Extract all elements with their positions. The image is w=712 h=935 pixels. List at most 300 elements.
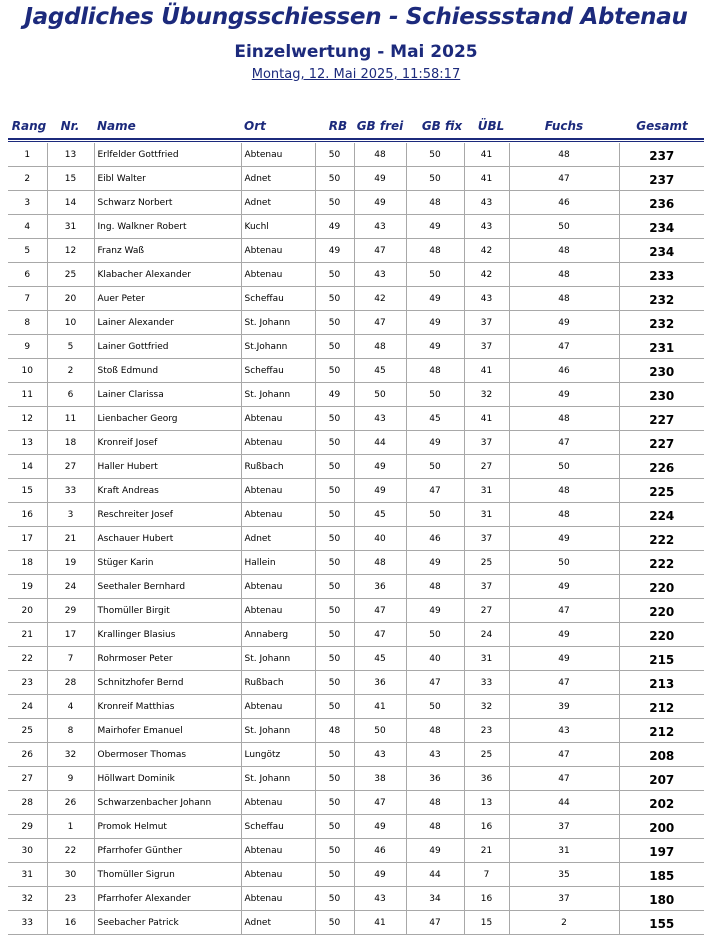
- cell-fuchs: 37: [509, 887, 619, 911]
- cell-gesamt: 224: [619, 503, 704, 527]
- cell-name: Lainer Alexander: [94, 311, 241, 335]
- cell-rb: 50: [315, 167, 354, 191]
- cell-rb: 50: [315, 431, 354, 455]
- cell-gb-fix: 43: [406, 743, 464, 767]
- cell-gb-fix: 47: [406, 671, 464, 695]
- cell-gesamt: 220: [619, 575, 704, 599]
- table-row: [8, 407, 704, 431]
- cell-fuchs: 47: [509, 743, 619, 767]
- cell-rang: 2: [8, 167, 47, 191]
- cell-rb: 50: [315, 311, 354, 335]
- table-row: [8, 551, 704, 575]
- cell-uebl: 31: [464, 479, 509, 503]
- page-subtitle: Einzelwertung - Mai 2025: [234, 42, 478, 62]
- cell-gesamt: 197: [619, 839, 704, 863]
- cell-ort: Rußbach: [241, 671, 315, 695]
- cell-gb-frei: 43: [354, 743, 406, 767]
- cell-rb: 49: [315, 383, 354, 407]
- cell-ort: Abtenau: [241, 479, 315, 503]
- cell-nr: 17: [47, 623, 94, 647]
- cell-uebl: 41: [464, 167, 509, 191]
- header-ort: Ort: [244, 119, 266, 133]
- table-row: [8, 791, 704, 815]
- header-gb-frei: GB frei: [356, 119, 404, 133]
- cell-gesamt: 233: [619, 263, 704, 287]
- cell-ort: Abtenau: [241, 239, 315, 263]
- cell-uebl: 37: [464, 575, 509, 599]
- cell-rang: 8: [8, 311, 47, 335]
- cell-fuchs: 49: [509, 623, 619, 647]
- table-row: [8, 359, 704, 383]
- cell-gb-frei: 43: [354, 407, 406, 431]
- cell-gesamt: 222: [619, 551, 704, 575]
- cell-rb: 48: [315, 719, 354, 743]
- cell-fuchs: 43: [509, 719, 619, 743]
- cell-ort: Scheffau: [241, 359, 315, 383]
- cell-gb-fix: 48: [406, 719, 464, 743]
- cell-gb-fix: 50: [406, 383, 464, 407]
- cell-gb-frei: 40: [354, 527, 406, 551]
- cell-fuchs: 44: [509, 791, 619, 815]
- table-row: [8, 191, 704, 215]
- cell-rang: 30: [8, 839, 47, 863]
- cell-ort: Abtenau: [241, 791, 315, 815]
- cell-name: Lainer Gottfried: [94, 335, 241, 359]
- cell-rb: 50: [315, 287, 354, 311]
- cell-name: Reschreiter Josef: [94, 503, 241, 527]
- cell-gesamt: 230: [619, 359, 704, 383]
- cell-gb-frei: 45: [354, 647, 406, 671]
- cell-nr: 3: [47, 503, 94, 527]
- cell-uebl: 32: [464, 383, 509, 407]
- header-rule-thick: [8, 138, 704, 140]
- cell-gb-fix: 49: [406, 839, 464, 863]
- cell-ort: Adnet: [241, 167, 315, 191]
- cell-gb-fix: 48: [406, 359, 464, 383]
- cell-rb: 50: [315, 335, 354, 359]
- cell-fuchs: 49: [509, 647, 619, 671]
- cell-ort: Hallein: [241, 551, 315, 575]
- cell-rang: 7: [8, 287, 47, 311]
- cell-rb: 50: [315, 695, 354, 719]
- cell-uebl: 31: [464, 503, 509, 527]
- cell-gb-frei: 41: [354, 911, 406, 935]
- cell-nr: 9: [47, 767, 94, 791]
- cell-gesamt: 237: [619, 143, 704, 167]
- cell-gb-frei: 45: [354, 503, 406, 527]
- cell-ort: Abtenau: [241, 503, 315, 527]
- cell-name: Kronreif Josef: [94, 431, 241, 455]
- table-row: [8, 143, 704, 167]
- cell-nr: 13: [47, 143, 94, 167]
- cell-fuchs: 2: [509, 911, 619, 935]
- cell-rb: 50: [315, 887, 354, 911]
- cell-gesamt: 202: [619, 791, 704, 815]
- cell-rb: 50: [315, 551, 354, 575]
- cell-gesamt: 237: [619, 167, 704, 191]
- cell-uebl: 25: [464, 551, 509, 575]
- cell-ort: Abtenau: [241, 431, 315, 455]
- cell-name: Lienbacher Georg: [94, 407, 241, 431]
- cell-name: Franz Waß: [94, 239, 241, 263]
- cell-gb-fix: 47: [406, 911, 464, 935]
- cell-gb-frei: 36: [354, 575, 406, 599]
- cell-name: Auer Peter: [94, 287, 241, 311]
- cell-uebl: 16: [464, 815, 509, 839]
- cell-gesamt: 227: [619, 407, 704, 431]
- cell-uebl: 21: [464, 839, 509, 863]
- cell-gesamt: 220: [619, 599, 704, 623]
- cell-rb: 50: [315, 839, 354, 863]
- cell-gb-fix: 50: [406, 143, 464, 167]
- table-row: [8, 263, 704, 287]
- cell-name: Seethaler Bernhard: [94, 575, 241, 599]
- cell-uebl: 43: [464, 287, 509, 311]
- cell-gb-frei: 50: [354, 719, 406, 743]
- cell-nr: 19: [47, 551, 94, 575]
- table-row: [8, 911, 704, 935]
- cell-fuchs: 50: [509, 551, 619, 575]
- cell-nr: 11: [47, 407, 94, 431]
- cell-rang: 22: [8, 647, 47, 671]
- header-gesamt: Gesamt: [636, 119, 688, 133]
- cell-fuchs: 48: [509, 143, 619, 167]
- cell-ort: St. Johann: [241, 719, 315, 743]
- cell-rang: 29: [8, 815, 47, 839]
- cell-gb-frei: 49: [354, 815, 406, 839]
- table-row: [8, 431, 704, 455]
- cell-nr: 1: [47, 815, 94, 839]
- cell-uebl: 37: [464, 431, 509, 455]
- cell-rang: 20: [8, 599, 47, 623]
- header-name: Name: [97, 119, 136, 133]
- cell-nr: 14: [47, 191, 94, 215]
- cell-nr: 28: [47, 671, 94, 695]
- cell-fuchs: 48: [509, 287, 619, 311]
- cell-uebl: 37: [464, 311, 509, 335]
- cell-fuchs: 48: [509, 239, 619, 263]
- cell-rang: 19: [8, 575, 47, 599]
- cell-uebl: 31: [464, 647, 509, 671]
- table-row: [8, 335, 704, 359]
- cell-fuchs: 37: [509, 815, 619, 839]
- cell-name: Krallinger Blasius: [94, 623, 241, 647]
- cell-gb-frei: 42: [354, 287, 406, 311]
- cell-uebl: 36: [464, 767, 509, 791]
- cell-fuchs: 49: [509, 383, 619, 407]
- cell-rb: 50: [315, 503, 354, 527]
- cell-gb-frei: 48: [354, 143, 406, 167]
- cell-gesamt: 230: [619, 383, 704, 407]
- cell-gesamt: 212: [619, 719, 704, 743]
- cell-rang: 5: [8, 239, 47, 263]
- cell-fuchs: 48: [509, 479, 619, 503]
- cell-rang: 4: [8, 215, 47, 239]
- cell-name: Thomüller Sigrun: [94, 863, 241, 887]
- cell-gesamt: 232: [619, 287, 704, 311]
- cell-nr: 23: [47, 887, 94, 911]
- cell-ort: Adnet: [241, 911, 315, 935]
- cell-rb: 50: [315, 911, 354, 935]
- cell-fuchs: 49: [509, 575, 619, 599]
- cell-name: Eibl Walter: [94, 167, 241, 191]
- cell-uebl: 27: [464, 455, 509, 479]
- page-title: Jagdliches Übungsschiessen - Schiessstand Abtenau: [24, 4, 688, 30]
- cell-rang: 32: [8, 887, 47, 911]
- cell-gb-frei: 49: [354, 863, 406, 887]
- cell-gb-frei: 38: [354, 767, 406, 791]
- cell-gb-fix: 45: [406, 407, 464, 431]
- cell-fuchs: 47: [509, 767, 619, 791]
- header-uebl: ÜBL: [477, 119, 505, 133]
- cell-fuchs: 46: [509, 191, 619, 215]
- cell-uebl: 37: [464, 335, 509, 359]
- cell-rang: 6: [8, 263, 47, 287]
- cell-ort: Scheffau: [241, 287, 315, 311]
- cell-gb-frei: 47: [354, 791, 406, 815]
- cell-gesamt: 212: [619, 695, 704, 719]
- header-fuchs: Fuchs: [544, 119, 584, 133]
- cell-uebl: 25: [464, 743, 509, 767]
- table-row: [8, 671, 704, 695]
- cell-rang: 21: [8, 623, 47, 647]
- cell-gb-fix: 50: [406, 503, 464, 527]
- header-nr: Nr.: [60, 119, 80, 133]
- cell-rb: 49: [315, 215, 354, 239]
- report-datetime: Montag, 12. Mai 2025, 11:58:17: [251, 67, 461, 82]
- cell-gesamt: 226: [619, 455, 704, 479]
- table-row: [8, 863, 704, 887]
- table-row: [8, 839, 704, 863]
- cell-nr: 2: [47, 359, 94, 383]
- cell-gb-fix: 50: [406, 455, 464, 479]
- cell-uebl: 41: [464, 407, 509, 431]
- cell-name: Erlfelder Gottfried: [94, 143, 241, 167]
- cell-ort: Abtenau: [241, 863, 315, 887]
- cell-gesamt: 234: [619, 239, 704, 263]
- cell-rang: 16: [8, 503, 47, 527]
- cell-rang: 10: [8, 359, 47, 383]
- cell-rang: 14: [8, 455, 47, 479]
- cell-rb: 50: [315, 191, 354, 215]
- cell-name: Aschauer Hubert: [94, 527, 241, 551]
- cell-uebl: 41: [464, 359, 509, 383]
- cell-name: Promok Helmut: [94, 815, 241, 839]
- cell-gb-fix: 50: [406, 263, 464, 287]
- cell-gesamt: 207: [619, 767, 704, 791]
- cell-gb-fix: 49: [406, 287, 464, 311]
- cell-uebl: 32: [464, 695, 509, 719]
- cell-name: Kronreif Matthias: [94, 695, 241, 719]
- cell-rb: 50: [315, 143, 354, 167]
- cell-gesamt: 220: [619, 623, 704, 647]
- cell-nr: 5: [47, 335, 94, 359]
- cell-name: Klabacher Alexander: [94, 263, 241, 287]
- cell-rang: 17: [8, 527, 47, 551]
- cell-nr: 20: [47, 287, 94, 311]
- cell-nr: 4: [47, 695, 94, 719]
- cell-gb-fix: 34: [406, 887, 464, 911]
- cell-gb-fix: 49: [406, 431, 464, 455]
- cell-uebl: 41: [464, 143, 509, 167]
- cell-name: Ing. Walkner Robert: [94, 215, 241, 239]
- cell-rang: 28: [8, 791, 47, 815]
- cell-name: Haller Hubert: [94, 455, 241, 479]
- table-row: [8, 167, 704, 191]
- cell-rb: 50: [315, 407, 354, 431]
- header-rb: RB: [328, 119, 348, 133]
- cell-fuchs: 47: [509, 671, 619, 695]
- cell-nr: 27: [47, 455, 94, 479]
- cell-ort: Adnet: [241, 191, 315, 215]
- cell-gb-fix: 48: [406, 815, 464, 839]
- cell-gb-frei: 43: [354, 887, 406, 911]
- cell-nr: 18: [47, 431, 94, 455]
- cell-gesamt: 200: [619, 815, 704, 839]
- header-rang: Rang: [11, 119, 47, 133]
- table-row: [8, 887, 704, 911]
- cell-gb-fix: 48: [406, 575, 464, 599]
- cell-rb: 50: [315, 263, 354, 287]
- cell-gb-frei: 49: [354, 479, 406, 503]
- cell-name: Thomüller Birgit: [94, 599, 241, 623]
- cell-ort: Rußbach: [241, 455, 315, 479]
- cell-gb-frei: 43: [354, 263, 406, 287]
- cell-gb-frei: 46: [354, 839, 406, 863]
- cell-rang: 13: [8, 431, 47, 455]
- cell-rb: 50: [315, 623, 354, 647]
- cell-name: Höllwart Dominik: [94, 767, 241, 791]
- cell-rb: 50: [315, 647, 354, 671]
- cell-fuchs: 50: [509, 455, 619, 479]
- cell-gb-frei: 48: [354, 551, 406, 575]
- cell-gb-fix: 49: [406, 335, 464, 359]
- cell-name: Obermoser Thomas: [94, 743, 241, 767]
- cell-uebl: 42: [464, 263, 509, 287]
- cell-fuchs: 48: [509, 263, 619, 287]
- cell-rb: 50: [315, 863, 354, 887]
- cell-gb-frei: 50: [354, 383, 406, 407]
- cell-nr: 26: [47, 791, 94, 815]
- table-row: [8, 311, 704, 335]
- cell-gb-frei: 45: [354, 359, 406, 383]
- cell-uebl: 16: [464, 887, 509, 911]
- header-rule-thin: [8, 141, 704, 142]
- cell-gb-fix: 44: [406, 863, 464, 887]
- cell-fuchs: 49: [509, 527, 619, 551]
- cell-rang: 3: [8, 191, 47, 215]
- table-row: [8, 287, 704, 311]
- cell-nr: 24: [47, 575, 94, 599]
- cell-ort: Abtenau: [241, 887, 315, 911]
- cell-fuchs: 47: [509, 599, 619, 623]
- cell-rang: 1: [8, 143, 47, 167]
- cell-uebl: 43: [464, 191, 509, 215]
- cell-rang: 25: [8, 719, 47, 743]
- cell-rb: 50: [315, 815, 354, 839]
- cell-nr: 15: [47, 167, 94, 191]
- table-row: [8, 623, 704, 647]
- cell-rb: 50: [315, 767, 354, 791]
- cell-nr: 30: [47, 863, 94, 887]
- cell-nr: 12: [47, 239, 94, 263]
- cell-ort: Abtenau: [241, 599, 315, 623]
- cell-gb-fix: 49: [406, 551, 464, 575]
- table-row: [8, 719, 704, 743]
- cell-gb-frei: 47: [354, 311, 406, 335]
- cell-ort: Abtenau: [241, 839, 315, 863]
- cell-rb: 50: [315, 359, 354, 383]
- cell-ort: Kuchl: [241, 215, 315, 239]
- cell-ort: Lungötz: [241, 743, 315, 767]
- cell-gb-frei: 47: [354, 239, 406, 263]
- cell-name: Stoß Edmund: [94, 359, 241, 383]
- cell-uebl: 33: [464, 671, 509, 695]
- cell-uebl: 23: [464, 719, 509, 743]
- cell-fuchs: 31: [509, 839, 619, 863]
- cell-ort: Abtenau: [241, 695, 315, 719]
- cell-fuchs: 50: [509, 215, 619, 239]
- cell-ort: St. Johann: [241, 767, 315, 791]
- cell-rang: 26: [8, 743, 47, 767]
- cell-gb-fix: 50: [406, 167, 464, 191]
- cell-gb-fix: 47: [406, 479, 464, 503]
- cell-uebl: 7: [464, 863, 509, 887]
- cell-gb-fix: 48: [406, 791, 464, 815]
- table-row: [8, 743, 704, 767]
- cell-nr: 25: [47, 263, 94, 287]
- table-row: [8, 239, 704, 263]
- cell-name: Stüger Karin: [94, 551, 241, 575]
- table-row: [8, 647, 704, 671]
- cell-gb-frei: 48: [354, 335, 406, 359]
- table-row: [8, 455, 704, 479]
- cell-gb-frei: 43: [354, 215, 406, 239]
- cell-uebl: 43: [464, 215, 509, 239]
- table-row: [8, 599, 704, 623]
- table-row: [8, 767, 704, 791]
- cell-uebl: 42: [464, 239, 509, 263]
- table-row: [8, 527, 704, 551]
- cell-fuchs: 39: [509, 695, 619, 719]
- cell-fuchs: 35: [509, 863, 619, 887]
- cell-nr: 31: [47, 215, 94, 239]
- cell-rb: 49: [315, 239, 354, 263]
- cell-rang: 18: [8, 551, 47, 575]
- cell-gb-fix: 49: [406, 215, 464, 239]
- cell-rb: 50: [315, 527, 354, 551]
- cell-gb-fix: 40: [406, 647, 464, 671]
- cell-nr: 10: [47, 311, 94, 335]
- cell-gesamt: 225: [619, 479, 704, 503]
- cell-rb: 50: [315, 599, 354, 623]
- cell-uebl: 15: [464, 911, 509, 935]
- cell-name: Pfarrhofer Günther: [94, 839, 241, 863]
- cell-gb-frei: 49: [354, 167, 406, 191]
- cell-fuchs: 48: [509, 503, 619, 527]
- cell-gesamt: 155: [619, 911, 704, 935]
- cell-gesamt: 213: [619, 671, 704, 695]
- cell-uebl: 37: [464, 527, 509, 551]
- cell-name: Pfarrhofer Alexander: [94, 887, 241, 911]
- cell-gb-frei: 47: [354, 599, 406, 623]
- cell-ort: Abtenau: [241, 143, 315, 167]
- cell-gesamt: 231: [619, 335, 704, 359]
- cell-ort: St.Johann: [241, 335, 315, 359]
- cell-name: Seebacher Patrick: [94, 911, 241, 935]
- cell-gb-fix: 50: [406, 695, 464, 719]
- cell-fuchs: 46: [509, 359, 619, 383]
